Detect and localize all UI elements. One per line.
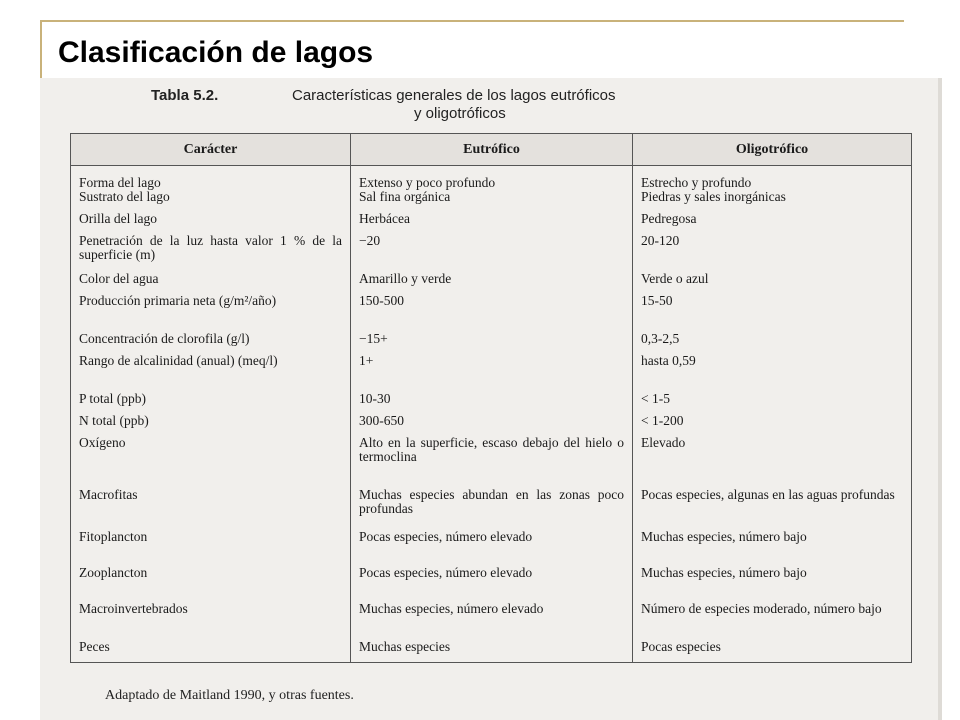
cell-oligotrofico: Estrecho y profundo xyxy=(633,166,912,191)
cell-eutrofico: 10-30 xyxy=(351,392,633,414)
cell-eutrofico: Sal fina orgánica xyxy=(351,190,633,212)
cell-oligotrofico: 20-120 xyxy=(633,234,912,272)
cell-caracter: Macroinvertebrados xyxy=(71,602,351,640)
table-row xyxy=(71,190,912,212)
cell-eutrofico: Extenso y poco profundo xyxy=(351,166,633,191)
table-row xyxy=(71,166,912,191)
table-body xyxy=(71,166,912,663)
table-row xyxy=(71,436,912,488)
cell-oligotrofico: Pocas especies xyxy=(633,640,912,662)
cell-oligotrofico: Pedregosa xyxy=(633,212,912,234)
cell-eutrofico: −15+ xyxy=(351,332,633,354)
cell-caracter: P total (ppb) xyxy=(71,392,351,414)
cell-eutrofico: 1+ xyxy=(351,354,633,392)
cell-oligotrofico: Elevado xyxy=(633,436,912,488)
cell-eutrofico: 300-650 xyxy=(351,414,633,436)
cell-oligotrofico: < 1-5 xyxy=(633,392,912,414)
cell-eutrofico: Alto en la superficie, escaso debajo del hielo o termoclina xyxy=(351,436,633,488)
cell-caracter: Rango de alcalinidad (anual) (meq/l) xyxy=(71,354,351,392)
cell-oligotrofico: Verde o azul xyxy=(633,272,912,294)
table-row xyxy=(71,602,912,640)
cell-eutrofico: 150-500 xyxy=(351,294,633,332)
scan-edge xyxy=(938,78,942,720)
table-row xyxy=(71,332,912,354)
cell-oligotrofico: 15-50 xyxy=(633,294,912,332)
header-caracter: Carácter xyxy=(71,134,351,166)
source-note: Adaptado de Maitland 1990, y otras fuentes. xyxy=(105,688,354,703)
table-header-row xyxy=(71,134,912,166)
cell-caracter: Fitoplancton xyxy=(71,530,351,566)
table-row xyxy=(71,566,912,602)
cell-oligotrofico: Piedras y sales inorgánicas xyxy=(633,190,912,212)
cell-eutrofico: Herbácea xyxy=(351,212,633,234)
cell-oligotrofico: hasta 0,59 xyxy=(633,354,912,392)
table-row xyxy=(71,488,912,530)
cell-eutrofico: Muchas especies xyxy=(351,640,633,662)
cell-eutrofico: Muchas especies abundan en las zonas poco profundas xyxy=(351,488,633,530)
title-accent-line xyxy=(40,20,904,22)
table-row xyxy=(71,212,912,234)
cell-eutrofico: Amarillo y verde xyxy=(351,272,633,294)
table-row xyxy=(71,294,912,332)
cell-caracter: Penetración de la luz hasta valor 1 % de la superficie (m) xyxy=(71,234,351,272)
cell-eutrofico: −20 xyxy=(351,234,633,272)
cell-caracter: Orilla del lago xyxy=(71,212,351,234)
cell-eutrofico: Pocas especies, número elevado xyxy=(351,566,633,602)
cell-caracter: Oxígeno xyxy=(71,436,351,488)
cell-oligotrofico: Muchas especies, número bajo xyxy=(633,530,912,566)
cell-caracter: Producción primaria neta (g/m²/año) xyxy=(71,294,351,332)
cell-eutrofico: Pocas especies, número elevado xyxy=(351,530,633,566)
cell-caracter: Color del agua xyxy=(71,272,351,294)
cell-caracter: Macrofitas xyxy=(71,488,351,530)
slide-title: Clasificación de lagos xyxy=(58,36,374,69)
cell-caracter: N total (ppb) xyxy=(71,414,351,436)
cell-oligotrofico: Muchas especies, número bajo xyxy=(633,566,912,602)
cell-caracter: Concentración de clorofila (g/l) xyxy=(71,332,351,354)
cell-caracter: Peces xyxy=(71,640,351,662)
cell-oligotrofico: < 1-200 xyxy=(633,414,912,436)
table-caption-line-1: Características generales de los lagos eutróficos xyxy=(292,87,616,104)
lake-characteristics-table xyxy=(70,133,912,663)
cell-eutrofico: Muchas especies, número elevado xyxy=(351,602,633,640)
table-row xyxy=(71,354,912,392)
table-row xyxy=(71,640,912,662)
cell-caracter: Zooplancton xyxy=(71,566,351,602)
cell-caracter: Sustrato del lago xyxy=(71,190,351,212)
table-row xyxy=(71,234,912,272)
cell-caracter: Forma del lago xyxy=(71,166,351,191)
header-oligotrofico: Oligotrófico xyxy=(633,134,912,166)
cell-oligotrofico: 0,3-2,5 xyxy=(633,332,912,354)
table-number: Tabla 5.2. xyxy=(151,87,219,104)
table-row xyxy=(71,392,912,414)
table-row xyxy=(71,530,912,566)
table-row xyxy=(71,414,912,436)
table-row xyxy=(71,272,912,294)
cell-oligotrofico: Número de especies moderado, número bajo xyxy=(633,602,912,640)
header-eutrofico: Eutrófico xyxy=(351,134,633,166)
table-caption-line-2: y oligotróficos xyxy=(414,105,506,122)
cell-oligotrofico: Pocas especies, algunas en las aguas profundas xyxy=(633,488,912,530)
